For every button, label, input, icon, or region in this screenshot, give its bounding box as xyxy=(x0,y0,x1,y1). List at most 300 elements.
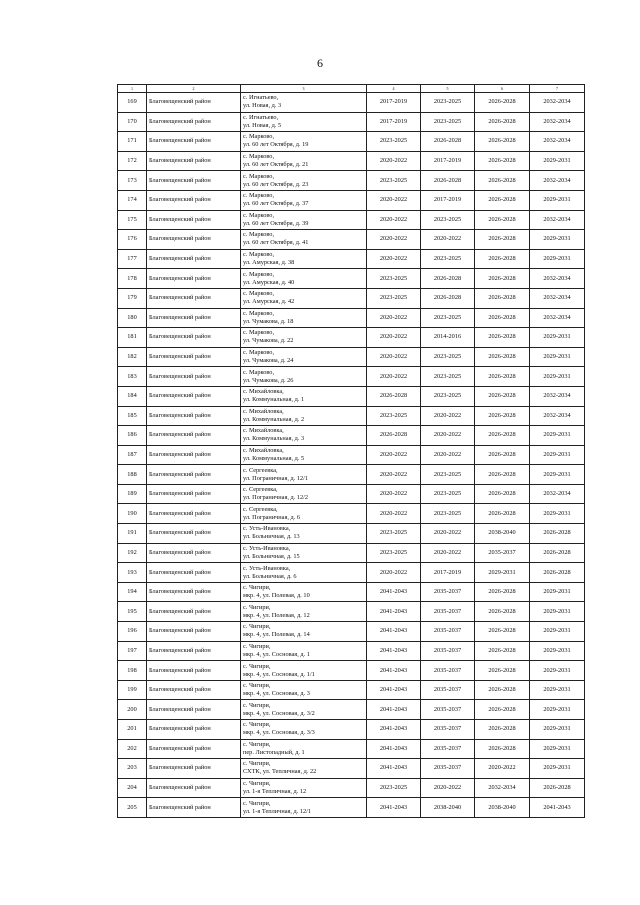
district-cell: Благовещенский район xyxy=(147,778,241,798)
address-settlement: с. Чигири, xyxy=(243,603,271,611)
period-1-cell: 2017-2019 xyxy=(367,112,421,132)
address-street: ул. Пограничная, д. 12/1 xyxy=(243,474,309,482)
table-row xyxy=(118,386,585,406)
district-cell: Благовещенский район xyxy=(147,347,241,367)
period-3-cell: 2026-2028 xyxy=(475,308,530,328)
row-number-cell: 170 xyxy=(118,112,147,132)
period-2-cell: 2038-2040 xyxy=(421,798,475,818)
address-street: ул. Новая, д. 3 xyxy=(243,102,282,110)
table-row xyxy=(118,720,585,740)
table-row xyxy=(118,132,585,152)
column-number-header: 4 xyxy=(367,85,421,93)
period-2-cell: 2023-2025 xyxy=(421,367,475,387)
table-row xyxy=(118,426,585,446)
address-street: ул. Амурская, д. 38 xyxy=(243,259,295,267)
address-settlement: с. Чигири, xyxy=(243,760,271,768)
period-2-cell: 2035-2037 xyxy=(421,622,475,642)
period-1-cell: 2023-2025 xyxy=(367,132,421,152)
table-row xyxy=(118,524,585,544)
period-3-cell: 2026-2028 xyxy=(475,190,530,210)
district-cell: Благовещенский район xyxy=(147,484,241,504)
address-settlement: с. Усть-Ивановка, xyxy=(243,564,291,572)
address-cell xyxy=(241,406,367,426)
period-4-cell: 2029-2031 xyxy=(530,759,585,779)
address-street: мкр. 4, ул. Сосновая, д. 3/3 xyxy=(243,729,315,737)
period-1-cell: 2020-2022 xyxy=(367,504,421,524)
table-row xyxy=(118,406,585,426)
address-street: ул. Чумакова, д. 18 xyxy=(243,317,294,325)
address-cell xyxy=(241,308,367,328)
period-3-cell: 2026-2028 xyxy=(475,171,530,191)
address-cell xyxy=(241,445,367,465)
period-2-cell: 2023-2025 xyxy=(421,504,475,524)
table-row xyxy=(118,190,585,210)
address-cell xyxy=(241,524,367,544)
period-4-cell: 2029-2031 xyxy=(530,367,585,387)
row-number-cell: 184 xyxy=(118,386,147,406)
period-3-cell: 2026-2028 xyxy=(475,582,530,602)
period-4-cell: 2029-2031 xyxy=(530,347,585,367)
period-2-cell: 2023-2025 xyxy=(421,93,475,113)
period-2-cell: 2026-2028 xyxy=(421,171,475,191)
row-number-cell: 195 xyxy=(118,602,147,622)
address-street: ул. 60 лет Октября, д. 23 xyxy=(243,180,309,188)
address-settlement: с. Марково, xyxy=(243,349,275,357)
district-cell: Благовещенский район xyxy=(147,641,241,661)
address-settlement: с. Чигири, xyxy=(243,584,271,592)
address-settlement: с. Марково, xyxy=(243,133,275,141)
address-cell xyxy=(241,798,367,818)
period-1-cell: 2023-2025 xyxy=(367,778,421,798)
period-4-cell: 2029-2031 xyxy=(530,602,585,622)
row-number-cell: 176 xyxy=(118,230,147,250)
district-cell: Благовещенский район xyxy=(147,367,241,387)
row-number-cell: 185 xyxy=(118,406,147,426)
address-street: пер. Листопадный, д. 1 xyxy=(243,748,305,756)
address-cell xyxy=(241,641,367,661)
period-3-cell: 2026-2028 xyxy=(475,465,530,485)
row-number-cell: 192 xyxy=(118,543,147,563)
period-1-cell: 2020-2022 xyxy=(367,328,421,348)
address-street: ул. Коммунальная, д. 1 xyxy=(243,396,305,404)
district-cell: Благовещенский район xyxy=(147,269,241,289)
district-cell: Благовещенский район xyxy=(147,190,241,210)
table-row xyxy=(118,778,585,798)
address-settlement: с. Марково, xyxy=(243,329,275,337)
period-3-cell: 2026-2028 xyxy=(475,112,530,132)
district-cell: Благовещенский район xyxy=(147,524,241,544)
row-number-cell: 193 xyxy=(118,563,147,583)
period-4-cell: 2029-2031 xyxy=(530,739,585,759)
period-3-cell: 2026-2028 xyxy=(475,151,530,171)
district-cell: Благовещенский район xyxy=(147,445,241,465)
address-cell xyxy=(241,151,367,171)
column-number-header: 1 xyxy=(118,85,147,93)
address-settlement: с. Михайловка, xyxy=(243,427,284,435)
address-street: ул. Коммунальная, д. 5 xyxy=(243,454,305,462)
district-cell: Благовещенский район xyxy=(147,582,241,602)
period-1-cell: 2020-2022 xyxy=(367,465,421,485)
period-4-cell: 2032-2034 xyxy=(530,171,585,191)
period-2-cell: 2020-2022 xyxy=(421,524,475,544)
row-number-cell: 174 xyxy=(118,190,147,210)
period-2-cell: 2020-2022 xyxy=(421,406,475,426)
address-street: мкр. 4, ул. Сосновая, д. 1 xyxy=(243,650,310,658)
row-number-cell: 199 xyxy=(118,680,147,700)
address-settlement: с. Марково, xyxy=(243,290,275,298)
column-number-header: 3 xyxy=(241,85,367,93)
address-settlement: с. Игнатьево, xyxy=(243,94,279,102)
row-number-cell: 203 xyxy=(118,759,147,779)
address-settlement: с. Михайловка, xyxy=(243,446,284,454)
period-4-cell: 2032-2034 xyxy=(530,308,585,328)
address-street: СХТК, ул. Тепличная, д. 22 xyxy=(243,768,317,776)
district-cell: Благовещенский район xyxy=(147,288,241,308)
table-row xyxy=(118,798,585,818)
address-settlement: с. Сергеевка, xyxy=(243,486,278,494)
address-settlement: с. Сергеевка, xyxy=(243,505,278,513)
address-street: ул. Пограничная, д. 6 xyxy=(243,513,301,521)
address-cell xyxy=(241,386,367,406)
period-3-cell: 2038-2040 xyxy=(475,524,530,544)
period-1-cell: 2041-2043 xyxy=(367,661,421,681)
address-settlement: с. Чигири, xyxy=(243,740,271,748)
row-number-cell: 201 xyxy=(118,720,147,740)
district-cell: Благовещенский район xyxy=(147,406,241,426)
period-2-cell: 2035-2037 xyxy=(421,700,475,720)
period-4-cell: 2029-2031 xyxy=(530,230,585,250)
table-row xyxy=(118,151,585,171)
district-cell: Благовещенский район xyxy=(147,739,241,759)
district-cell: Благовещенский район xyxy=(147,661,241,681)
period-4-cell: 2032-2034 xyxy=(530,386,585,406)
row-number-cell: 194 xyxy=(118,582,147,602)
period-4-cell: 2032-2034 xyxy=(530,406,585,426)
period-1-cell: 2041-2043 xyxy=(367,622,421,642)
row-number-cell: 177 xyxy=(118,249,147,269)
period-2-cell: 2020-2022 xyxy=(421,230,475,250)
table-row xyxy=(118,739,585,759)
period-1-cell: 2041-2043 xyxy=(367,602,421,622)
period-1-cell: 2041-2043 xyxy=(367,680,421,700)
address-street: ул. Коммунальная, д. 2 xyxy=(243,415,305,423)
period-3-cell: 2026-2028 xyxy=(475,132,530,152)
row-number-cell: 180 xyxy=(118,308,147,328)
period-1-cell: 2023-2025 xyxy=(367,288,421,308)
period-3-cell: 2026-2028 xyxy=(475,602,530,622)
table-row xyxy=(118,230,585,250)
period-4-cell: 2029-2031 xyxy=(530,465,585,485)
period-4-cell: 2032-2034 xyxy=(530,112,585,132)
district-cell: Благовещенский район xyxy=(147,132,241,152)
period-2-cell: 2020-2022 xyxy=(421,426,475,446)
period-4-cell: 2029-2031 xyxy=(530,641,585,661)
address-cell xyxy=(241,230,367,250)
period-4-cell: 2041-2043 xyxy=(530,798,585,818)
period-1-cell: 2020-2022 xyxy=(367,190,421,210)
address-settlement: с. Михайловка, xyxy=(243,388,284,396)
period-4-cell: 2032-2034 xyxy=(530,132,585,152)
table-row xyxy=(118,641,585,661)
address-settlement: с. Марково, xyxy=(243,309,275,317)
address-settlement: с. Чигири, xyxy=(243,642,271,650)
table-row xyxy=(118,622,585,642)
row-number-cell: 189 xyxy=(118,484,147,504)
district-cell: Благовещенский район xyxy=(147,386,241,406)
period-3-cell: 2038-2040 xyxy=(475,798,530,818)
table-row xyxy=(118,171,585,191)
address-settlement: с. Игнатьево, xyxy=(243,113,279,121)
row-number-cell: 171 xyxy=(118,132,147,152)
district-cell: Благовещенский район xyxy=(147,465,241,485)
period-3-cell: 2032-2034 xyxy=(475,778,530,798)
address-street: ул. 60 лет Октября, д. 37 xyxy=(243,200,309,208)
period-2-cell: 2023-2025 xyxy=(421,347,475,367)
district-cell: Благовещенский район xyxy=(147,308,241,328)
address-cell xyxy=(241,210,367,230)
period-2-cell: 2023-2025 xyxy=(421,308,475,328)
district-cell: Благовещенский район xyxy=(147,759,241,779)
table-row xyxy=(118,602,585,622)
address-street: мкр. 4, ул. Сосновая, д. 3/2 xyxy=(243,709,315,717)
table-row xyxy=(118,445,585,465)
address-settlement: с. Марково, xyxy=(243,231,275,239)
address-settlement: с. Чигири, xyxy=(243,662,271,670)
address-cell xyxy=(241,112,367,132)
table-row xyxy=(118,308,585,328)
period-1-cell: 2026-2028 xyxy=(367,426,421,446)
column-number-row xyxy=(118,85,585,93)
address-cell xyxy=(241,93,367,113)
period-2-cell: 2035-2037 xyxy=(421,720,475,740)
housing-registry-table xyxy=(117,84,585,818)
address-settlement: с. Чигири, xyxy=(243,799,271,807)
period-2-cell: 2026-2028 xyxy=(421,269,475,289)
row-number-cell: 188 xyxy=(118,465,147,485)
table-row xyxy=(118,543,585,563)
period-1-cell: 2023-2025 xyxy=(367,171,421,191)
address-cell xyxy=(241,288,367,308)
row-number-cell: 182 xyxy=(118,347,147,367)
period-1-cell: 2020-2022 xyxy=(367,151,421,171)
district-cell: Благовещенский район xyxy=(147,680,241,700)
address-settlement: с. Чигири, xyxy=(243,701,271,709)
row-number-cell: 187 xyxy=(118,445,147,465)
period-4-cell: 2029-2031 xyxy=(530,426,585,446)
period-2-cell: 2035-2037 xyxy=(421,602,475,622)
period-1-cell: 2023-2025 xyxy=(367,269,421,289)
address-cell xyxy=(241,249,367,269)
period-2-cell: 2026-2028 xyxy=(421,132,475,152)
district-cell: Благовещенский район xyxy=(147,543,241,563)
period-4-cell: 2032-2034 xyxy=(530,210,585,230)
period-3-cell: 2026-2028 xyxy=(475,210,530,230)
period-1-cell: 2020-2022 xyxy=(367,210,421,230)
period-2-cell: 2035-2037 xyxy=(421,641,475,661)
row-number-cell: 191 xyxy=(118,524,147,544)
period-4-cell: 2029-2031 xyxy=(530,190,585,210)
address-street: ул. 1-я Тепличная, д. 12/1 xyxy=(243,807,312,815)
address-settlement: с. Чигири, xyxy=(243,682,271,690)
period-3-cell: 2026-2028 xyxy=(475,328,530,348)
address-cell xyxy=(241,759,367,779)
address-street: ул. 1-я Тепличная, д. 12 xyxy=(243,788,307,796)
address-street: мкр. 4, ул. Полевая, д. 14 xyxy=(243,631,310,639)
address-settlement: с. Марково, xyxy=(243,270,275,278)
period-2-cell: 2023-2025 xyxy=(421,112,475,132)
address-street: ул. Больничная, д. 6 xyxy=(243,572,297,580)
period-1-cell: 2020-2022 xyxy=(367,347,421,367)
district-cell: Благовещенский район xyxy=(147,720,241,740)
period-4-cell: 2032-2034 xyxy=(530,269,585,289)
table-row xyxy=(118,249,585,269)
district-cell: Благовещенский район xyxy=(147,151,241,171)
period-3-cell: 2035-2037 xyxy=(475,543,530,563)
column-number-header: 6 xyxy=(475,85,530,93)
address-settlement: с. Чигири, xyxy=(243,780,271,788)
period-2-cell: 2035-2037 xyxy=(421,582,475,602)
row-number-cell: 172 xyxy=(118,151,147,171)
row-number-cell: 173 xyxy=(118,171,147,191)
period-2-cell: 2020-2022 xyxy=(421,778,475,798)
address-settlement: с. Марково, xyxy=(243,251,275,259)
district-cell: Благовещенский район xyxy=(147,622,241,642)
address-settlement: с. Усть-Ивановка, xyxy=(243,544,291,552)
address-cell xyxy=(241,504,367,524)
period-4-cell: 2032-2034 xyxy=(530,484,585,504)
table-row xyxy=(118,112,585,132)
row-number-cell: 169 xyxy=(118,93,147,113)
period-1-cell: 2020-2022 xyxy=(367,249,421,269)
row-number-cell: 205 xyxy=(118,798,147,818)
period-4-cell: 2029-2031 xyxy=(530,151,585,171)
period-2-cell: 2020-2022 xyxy=(421,543,475,563)
address-cell xyxy=(241,269,367,289)
period-2-cell: 2017-2019 xyxy=(421,190,475,210)
table-body xyxy=(118,85,585,818)
district-cell: Благовещенский район xyxy=(147,210,241,230)
table-row xyxy=(118,582,585,602)
row-number-cell: 178 xyxy=(118,269,147,289)
period-4-cell: 2029-2031 xyxy=(530,661,585,681)
district-cell: Благовещенский район xyxy=(147,230,241,250)
address-cell xyxy=(241,622,367,642)
address-settlement: с. Марково, xyxy=(243,368,275,376)
row-number-cell: 186 xyxy=(118,426,147,446)
period-3-cell: 2026-2028 xyxy=(475,622,530,642)
period-4-cell: 2029-2031 xyxy=(530,582,585,602)
address-cell xyxy=(241,720,367,740)
period-3-cell: 2026-2028 xyxy=(475,720,530,740)
period-4-cell: 2029-2031 xyxy=(530,445,585,465)
address-settlement: с. Марково, xyxy=(243,192,275,200)
period-4-cell: 2032-2034 xyxy=(530,288,585,308)
table-row xyxy=(118,484,585,504)
address-street: ул. 60 лет Октября, д. 21 xyxy=(243,161,309,169)
address-street: мкр. 4, ул. Полевая, д. 12 xyxy=(243,611,310,619)
period-1-cell: 2020-2022 xyxy=(367,230,421,250)
period-1-cell: 2020-2022 xyxy=(367,563,421,583)
period-3-cell: 2026-2028 xyxy=(475,367,530,387)
period-1-cell: 2023-2025 xyxy=(367,524,421,544)
period-2-cell: 2020-2022 xyxy=(421,445,475,465)
period-3-cell: 2026-2028 xyxy=(475,504,530,524)
district-cell: Благовещенский район xyxy=(147,504,241,524)
table-row xyxy=(118,269,585,289)
period-1-cell: 2023-2025 xyxy=(367,543,421,563)
address-street: ул. Новая, д. 5 xyxy=(243,121,282,129)
address-cell xyxy=(241,563,367,583)
row-number-cell: 196 xyxy=(118,622,147,642)
period-1-cell: 2020-2022 xyxy=(367,367,421,387)
period-4-cell: 2032-2034 xyxy=(530,93,585,113)
period-1-cell: 2041-2043 xyxy=(367,700,421,720)
period-4-cell: 2026-2028 xyxy=(530,524,585,544)
row-number-cell: 197 xyxy=(118,641,147,661)
district-cell: Благовещенский район xyxy=(147,602,241,622)
period-3-cell: 2020-2022 xyxy=(475,759,530,779)
table-row xyxy=(118,680,585,700)
address-settlement: с. Михайловка, xyxy=(243,407,284,415)
address-settlement: с. Сергеевка, xyxy=(243,466,278,474)
period-3-cell: 2026-2028 xyxy=(475,269,530,289)
address-street: ул. Чумакова, д. 24 xyxy=(243,357,294,365)
district-cell: Благовещенский район xyxy=(147,700,241,720)
period-4-cell: 2029-2031 xyxy=(530,504,585,524)
address-cell xyxy=(241,484,367,504)
address-cell xyxy=(241,132,367,152)
address-cell xyxy=(241,543,367,563)
address-street: ул. Больничная, д. 15 xyxy=(243,552,300,560)
address-street: мкр. 4, ул. Сосновая, д. 1/1 xyxy=(243,670,315,678)
address-settlement: с. Чигири, xyxy=(243,721,271,729)
address-street: ул. Больничная, д. 13 xyxy=(243,533,300,541)
table-row xyxy=(118,700,585,720)
period-2-cell: 2023-2025 xyxy=(421,484,475,504)
row-number-cell: 204 xyxy=(118,778,147,798)
row-number-cell: 200 xyxy=(118,700,147,720)
table-row xyxy=(118,347,585,367)
row-number-cell: 181 xyxy=(118,328,147,348)
period-2-cell: 2023-2025 xyxy=(421,210,475,230)
period-1-cell: 2020-2022 xyxy=(367,308,421,328)
address-street: ул. Чумакова, д. 22 xyxy=(243,337,294,345)
address-settlement: с. Марково, xyxy=(243,211,275,219)
period-3-cell: 2026-2028 xyxy=(475,288,530,308)
district-cell: Благовещенский район xyxy=(147,249,241,269)
address-cell xyxy=(241,465,367,485)
table-row xyxy=(118,367,585,387)
district-cell: Благовещенский район xyxy=(147,171,241,191)
period-1-cell: 2041-2043 xyxy=(367,720,421,740)
address-cell xyxy=(241,190,367,210)
district-cell: Благовещенский район xyxy=(147,798,241,818)
row-number-cell: 190 xyxy=(118,504,147,524)
address-street: мкр. 4, ул. Полевая, д. 10 xyxy=(243,592,310,600)
period-3-cell: 2029-2031 xyxy=(475,563,530,583)
table-row xyxy=(118,288,585,308)
table-row xyxy=(118,328,585,348)
period-2-cell: 2035-2037 xyxy=(421,680,475,700)
district-cell: Благовещенский район xyxy=(147,93,241,113)
period-3-cell: 2026-2028 xyxy=(475,93,530,113)
address-street: ул. Чумакова, д. 26 xyxy=(243,376,294,384)
period-4-cell: 2026-2028 xyxy=(530,778,585,798)
address-street: ул. 60 лет Октября, д. 19 xyxy=(243,141,309,149)
address-cell xyxy=(241,367,367,387)
period-2-cell: 2014-2016 xyxy=(421,328,475,348)
column-number-header: 2 xyxy=(147,85,241,93)
